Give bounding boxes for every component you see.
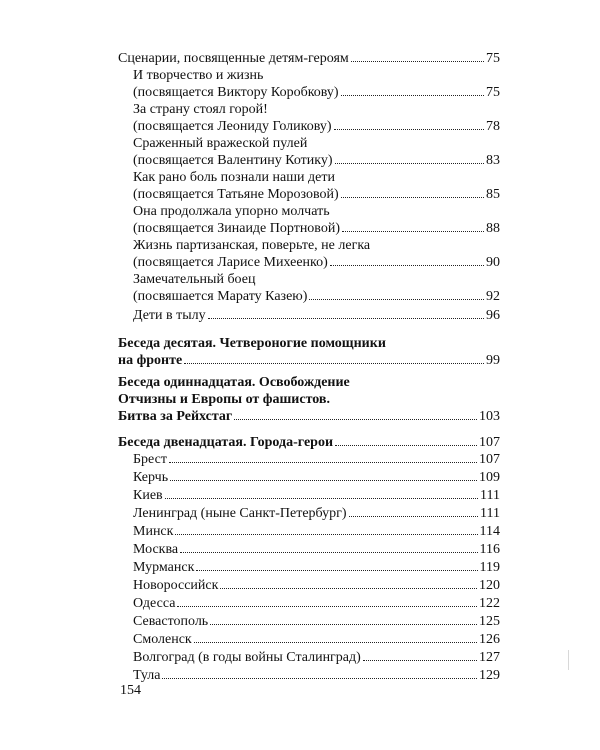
toc-entry-subtitle: (посвяшается Марату Казею): [133, 289, 308, 304]
city-name: Смоленск: [133, 632, 192, 647]
dot-leader: [234, 419, 477, 420]
toc-page-number: 92: [486, 289, 500, 304]
page-number: 154: [120, 683, 141, 698]
dot-leader: [162, 678, 477, 679]
toc-entry-subtitle: (посвящается Ларисе Михеенко): [133, 255, 328, 270]
dot-leader: [177, 606, 477, 607]
city-list-item: [133, 649, 500, 666]
dot-leader: [334, 129, 485, 130]
toc-page-number: 116: [479, 542, 500, 557]
dot-leader: [341, 95, 484, 96]
city-list-item: [133, 613, 500, 630]
toc-page-number: 90: [486, 255, 500, 270]
toc-page-number: 120: [479, 578, 500, 593]
toc-entry-conversation-10: [118, 335, 500, 369]
city-name: Волгоград (в годы войны Сталинград): [133, 650, 361, 665]
dot-leader: [175, 534, 477, 535]
dot-leader: [180, 552, 477, 553]
toc-page-number: 119: [479, 560, 500, 575]
city-list-item: [133, 667, 500, 684]
toc-entry-golikov: [133, 101, 500, 135]
dot-leader: [220, 588, 477, 589]
dot-leader: [208, 318, 484, 319]
dot-leader: [351, 61, 484, 62]
toc-entry-subtitle: (посвящается Зинаиде Портновой): [133, 221, 340, 236]
toc-entry-title: Как рано боль познали наши дети: [133, 170, 335, 185]
toc-page-number: 114: [479, 524, 500, 539]
toc-entry-title: Беседа двенадцатая. Города-герои: [118, 435, 334, 450]
city-name: Керчь: [133, 470, 169, 485]
toc-page-number: 129: [479, 668, 500, 683]
toc-entry-conversation-12: [118, 434, 500, 451]
city-name: Москва: [133, 542, 179, 557]
toc-page-number: 75: [486, 85, 500, 100]
toc-entry-subtitle: (посвящается Виктору Коробкову): [133, 85, 339, 100]
toc-entry-subtitle: Битва за Рейхстаг: [118, 409, 233, 424]
toc-page-number: 96: [486, 308, 500, 323]
toc-entry-korobkov: [133, 67, 500, 101]
toc-entry-mikheenko: [133, 237, 500, 271]
toc-page-number: 88: [486, 221, 500, 236]
city-list-item: [133, 631, 500, 648]
city-name: Одесса: [133, 596, 176, 611]
dot-leader: [335, 445, 477, 446]
toc-page-number: 83: [486, 153, 500, 168]
city-name: Минск: [133, 524, 174, 539]
toc-page-number: 107: [479, 435, 500, 450]
toc-page-number: 75: [486, 51, 500, 66]
toc-page-number: 125: [479, 614, 500, 629]
toc-page-number: 109: [479, 470, 500, 485]
toc-page-number: 126: [479, 632, 500, 647]
dot-leader: [194, 642, 477, 643]
toc-entry-children-rear: [133, 307, 500, 324]
dot-leader: [341, 197, 484, 198]
toc-entry-kotik: [133, 135, 500, 169]
dot-leader: [330, 265, 484, 266]
city-name: Новороссийск: [133, 578, 219, 593]
toc-page-number: 103: [479, 409, 500, 424]
toc-page-number: 99: [486, 353, 500, 368]
toc-page-number: 85: [486, 187, 500, 202]
dot-leader: [196, 570, 477, 571]
city-name: Мурманск: [133, 560, 195, 575]
city-name: Киев: [133, 488, 163, 503]
toc-entry-title: Беседа десятая. Четвероногие помощники: [118, 336, 386, 351]
toc-entry-subtitle: на фронте: [118, 353, 183, 368]
dot-leader: [363, 660, 477, 661]
city-list-item: [133, 505, 500, 522]
toc-entry-title: За страну стоял горой!: [133, 102, 268, 117]
toc-entry-title-line-2: Отчизны и Европы от фашистов.: [118, 392, 330, 407]
toc-page-number: 107: [479, 452, 500, 467]
dot-leader: [309, 299, 484, 300]
city-name: Ленинград (ныне Санкт-Петербург): [133, 506, 347, 521]
dot-leader: [169, 462, 477, 463]
dot-leader: [165, 498, 478, 499]
toc-entry-title: Жизнь партизанская, поверьте, не легка: [133, 238, 371, 253]
dot-leader: [184, 363, 484, 364]
dot-leader: [170, 480, 477, 481]
city-name: Севастополь: [133, 614, 209, 629]
city-list-item: [133, 469, 500, 486]
toc-page-number: 127: [479, 650, 500, 665]
dot-leader: [342, 231, 484, 232]
dot-leader: [349, 516, 479, 517]
toc-entry-kazei: [133, 271, 500, 305]
toc-entry-title: Замечательный боец: [133, 272, 256, 287]
scan-mark: [568, 650, 569, 670]
toc-entry-subtitle: (посвящается Валентину Котику): [133, 153, 333, 168]
toc-entry-title: Она продолжала упорно молчать: [133, 204, 330, 219]
city-list-item: [133, 487, 500, 504]
city-list-item: [133, 541, 500, 558]
toc-page-number: 122: [479, 596, 500, 611]
city-list-item: [133, 523, 500, 540]
city-name: Брест: [133, 452, 167, 467]
toc-entry-scenarios: [118, 50, 500, 67]
city-list-item: [133, 451, 500, 468]
city-list-item: [133, 577, 500, 594]
toc-entry-subtitle: (посвящается Татьяне Морозовой): [133, 187, 339, 202]
toc-page-number: 78: [486, 119, 500, 134]
toc-entry-title: Сценарии, посвященные детям-героям: [118, 51, 349, 66]
toc-entry-conversation-11: [118, 374, 500, 425]
toc-page-number: 111: [480, 506, 500, 521]
toc-entry-portnova: [133, 203, 500, 237]
toc-entry-subtitle: (посвящается Леониду Голикову): [133, 119, 332, 134]
dot-leader: [210, 624, 477, 625]
toc-entry-title: Беседа одиннадцатая. Освобождение: [118, 375, 350, 390]
toc-entry-title: И творчество и жизнь: [133, 68, 264, 83]
dot-leader: [335, 163, 484, 164]
city-list-item: [133, 595, 500, 612]
toc-entry-morozova: [133, 169, 500, 203]
city-name: Тула: [133, 668, 161, 683]
toc-entry-title: Дети в тылу: [133, 308, 206, 323]
toc-entry-title: Сраженный вражеской пулей: [133, 136, 308, 151]
city-list-item: [133, 559, 500, 576]
toc-page-number: 111: [480, 488, 500, 503]
